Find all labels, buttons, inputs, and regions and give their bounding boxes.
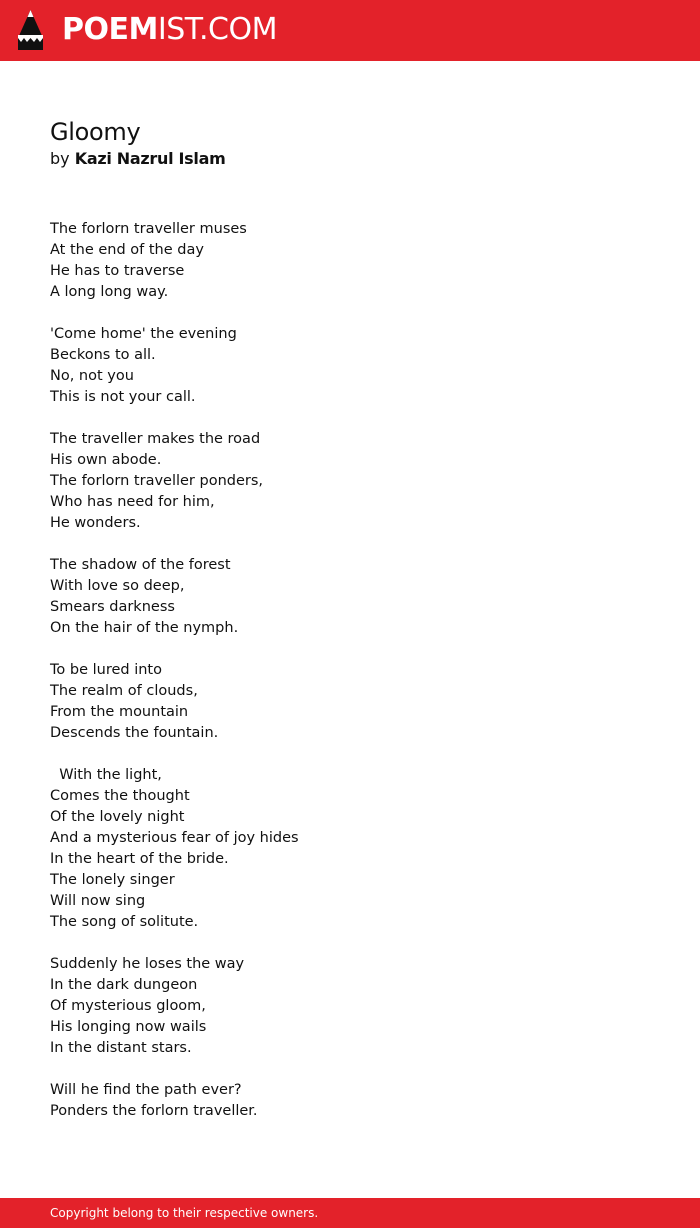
poem-line: He has to traverse [50, 263, 185, 279]
stanza [50, 765, 650, 933]
poem-line: Of mysterious gloom, [50, 998, 206, 1014]
poem-line: The forlorn traveller muses [50, 221, 247, 237]
poem-line: Suddenly he loses the way [50, 956, 245, 972]
poem-line: Smears darkness [50, 599, 175, 615]
poem-line: The shadow of the forest [50, 557, 231, 573]
logo-bold-text: POEM [62, 12, 158, 47]
poem-line: In the distant stars. [50, 1040, 192, 1056]
site-header [0, 0, 700, 61]
poem-line: In the heart of the bride. [50, 851, 229, 867]
copyright-text: Copyright belong to their respective owners. [50, 1206, 319, 1220]
poem-line: His own abode. [50, 452, 162, 468]
stanza [50, 324, 650, 408]
poem-line: Of the lovely night [50, 809, 185, 825]
poem-line: He wonders. [50, 515, 141, 531]
poem-line: Comes the thought [50, 788, 190, 804]
poem-line: 'Come home' the evening [50, 326, 237, 342]
stanza [50, 1080, 650, 1122]
poem-line: From the mountain [50, 704, 189, 720]
stanza [50, 660, 650, 744]
poem-body [50, 219, 650, 1143]
site-logo-link[interactable] [62, 11, 277, 49]
stanza [50, 219, 650, 303]
poem-line: The song of solitute. [50, 914, 199, 930]
poem-line: Descends the fountain. [50, 725, 219, 741]
poem-line: Will he find the path ever? [50, 1082, 242, 1098]
poem-line: Will now sing [50, 893, 146, 909]
author-name[interactable]: Kazi Nazrul Islam [74, 149, 226, 168]
by-label: by [50, 149, 70, 168]
poem-line: The lonely singer [50, 872, 175, 888]
logo-light-text: IST.COM [157, 12, 277, 47]
site-footer [0, 1198, 700, 1228]
poem-line: And a mysterious fear of joy hides [50, 830, 299, 846]
pencil-logo-icon[interactable] [17, 9, 44, 51]
poem-line: His longing now wails [50, 1019, 207, 1035]
poem-line: A long long way. [50, 284, 169, 300]
poem-line: With the light, [50, 767, 162, 783]
poem-line: To be lured into [50, 662, 162, 678]
poem-line: With love so deep, [50, 578, 185, 594]
poem-line: Who has need for him, [50, 494, 215, 510]
poem-line: This is not your call. [50, 389, 196, 405]
poem-line: Ponders the forlorn traveller. [50, 1103, 258, 1119]
stanza [50, 555, 650, 639]
poem-line: At the end of the day [50, 242, 204, 258]
poem-line: No, not you [50, 368, 134, 384]
stanza [50, 954, 650, 1059]
poem-line: The traveller makes the road [50, 431, 261, 447]
stanza [50, 429, 650, 534]
poem-line: The realm of clouds, [50, 683, 198, 699]
poem-line: Beckons to all. [50, 347, 156, 363]
poem-title: Gloomy [50, 118, 141, 146]
poem-line: The forlorn traveller ponders, [50, 473, 264, 489]
poem-line: On the hair of the nymph. [50, 620, 239, 636]
byline [50, 148, 225, 170]
poem-line: In the dark dungeon [50, 977, 198, 993]
